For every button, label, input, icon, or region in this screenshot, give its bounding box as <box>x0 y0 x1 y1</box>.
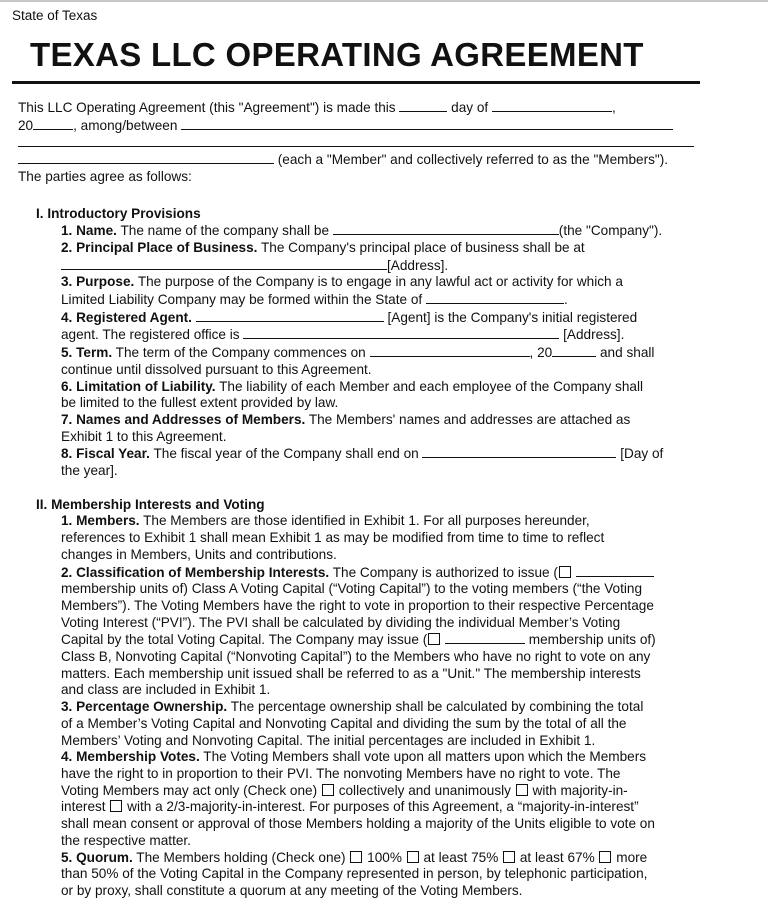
unanimous-checkbox[interactable] <box>322 784 334 796</box>
top-border <box>0 0 768 2</box>
majority-checkbox[interactable] <box>516 784 528 796</box>
clause-text: [Day of <box>620 446 664 462</box>
clause-label: 4. Registered Agent. <box>61 309 192 325</box>
clause-text: The Company's principal place of business shall be at <box>260 239 585 255</box>
quorum-100-checkbox[interactable] <box>350 851 362 863</box>
clause-text: membership units of) <box>528 632 656 648</box>
day-blank[interactable] <box>399 99 447 112</box>
clause-label: 1. Name. <box>61 223 117 239</box>
clause-text: The Company is authorized to issue ( <box>332 564 558 580</box>
clause-label: 4. Membership Votes. <box>61 749 200 765</box>
clause-members <box>18 513 708 530</box>
term-year-blank[interactable] <box>552 344 596 357</box>
clause-text: collectively and unanimously <box>338 782 511 798</box>
clause-classification-2: membership units of) Class A Voting Capital (“Voting Capital”) to the voting members (“the Voting <box>61 581 643 597</box>
clause-quorum-3: or by proxy, shall constitute a quorum at any meeting of the Voting Members. <box>61 882 523 898</box>
agreement-body <box>18 99 708 900</box>
fiscal-end-blank[interactable] <box>422 445 616 458</box>
intro-line-2 <box>18 117 708 135</box>
intro-line-blank <box>18 134 708 151</box>
clause-purpose <box>18 274 708 291</box>
clause-text: The Members are those identified in Exhibit 1. For all purposes hereunder, <box>143 513 590 529</box>
clause-classification-7: matters. Each membership unit issued shall be referred to as a "Unit." The membership interests <box>61 665 641 681</box>
clause-text: [Address]. <box>387 257 449 273</box>
quorum-50-checkbox[interactable] <box>599 851 611 863</box>
clause-text: Voting Members may act only (Check one) <box>61 782 318 798</box>
month-blank[interactable] <box>492 99 612 112</box>
clause-members-2: references to Exhibit 1 shall mean Exhibit 1 as may be modified from time to time to reflect <box>61 530 605 546</box>
clause-classification-3: Members”). The Voting Members have the right to vote in proportion to their respective Percentage <box>61 597 654 613</box>
clause-label: 2. Classification of Membership Interests. <box>61 564 330 580</box>
intro-text: (each a "Member" and collectively referred to as the "Members"). <box>277 152 669 168</box>
clause-fiscal <box>18 445 708 463</box>
clause-text: more <box>616 849 648 865</box>
quorum-67-checkbox[interactable] <box>503 851 515 863</box>
clause-text: [Address]. <box>563 327 625 343</box>
clause-classification-5 <box>18 631 708 649</box>
parties-blank-2[interactable] <box>18 134 694 147</box>
clause-text: Limited Liability Company may be formed within the State of <box>61 292 423 308</box>
clause-quorum <box>18 850 708 867</box>
agent-blank[interactable] <box>196 309 384 322</box>
clause-place <box>18 240 708 257</box>
clause-classification-6: Class B, Nonvoting Capital (“Nonvoting Capital”) to the Members who have no right to vote on any <box>61 649 651 665</box>
intro-text: This LLC Operating Agreement (this "Agreement") is made this <box>18 100 396 115</box>
clause-text: at least 67% <box>519 849 595 865</box>
clause-term-2: continue until dissolved pursuant to this Agreement. <box>61 361 372 377</box>
clause-label: 3. Purpose. <box>61 274 135 290</box>
clause-text: agent. The registered office is <box>61 327 240 343</box>
clause-names <box>18 412 708 429</box>
clause-text: with majority-in- <box>532 782 628 798</box>
two-thirds-checkbox[interactable] <box>110 800 122 812</box>
clause-text: The fiscal year of the Company shall end on <box>153 446 419 462</box>
title-rule <box>12 81 700 84</box>
clause-liability-2: be limited to the fullest extent provided by law. <box>61 395 339 411</box>
intro-line-1 <box>18 99 708 117</box>
year-blank[interactable] <box>33 117 73 130</box>
clause-label: 1. Members. <box>61 513 140 529</box>
clause-text: The liability of each Member and each employee of the Company shall <box>219 378 644 394</box>
clause-ownership-3: Members’ Voting and Nonvoting Capital. The initial percentages are included in Exhibit 1. <box>61 732 596 748</box>
clause-label: 5. Quorum. <box>61 849 133 865</box>
intro-text: 20 <box>18 117 34 133</box>
clause-label: 6. Limitation of Liability. <box>61 378 216 394</box>
clause-text: 100% <box>367 849 402 865</box>
clause-label: 2. Principal Place of Business. <box>61 239 258 255</box>
clause-classification-8: and class are included in Exhibit 1. <box>61 682 271 698</box>
office-blank[interactable] <box>243 326 559 339</box>
intro-text: , among/between <box>73 117 178 133</box>
clause-text: at least 75% <box>423 849 499 865</box>
clause-ownership <box>18 699 708 716</box>
clause-place-2 <box>18 257 708 275</box>
clause-votes-6: the respective matter. <box>61 832 191 848</box>
clause-votes-2: have the right to in proportion to their PVI. The nonvoting Members have no right to vote. The <box>61 766 621 781</box>
state-blank[interactable] <box>426 291 564 304</box>
clause-text: The Members holding (Check one) <box>136 849 346 865</box>
class-b-checkbox[interactable] <box>428 633 440 645</box>
clause-label: 5. Term. <box>61 345 113 361</box>
section-heading-1: I. Introductory Provisions <box>36 205 201 221</box>
clause-agent-2 <box>18 326 708 344</box>
parties-blank-3[interactable] <box>18 151 274 164</box>
parties-blank[interactable] <box>181 117 673 130</box>
clause-label: 8. Fiscal Year. <box>61 446 150 462</box>
clause-name <box>18 222 708 240</box>
class-a-units-blank[interactable] <box>576 564 654 577</box>
clause-text: The name of the company shall be <box>120 223 330 239</box>
address-blank[interactable] <box>61 257 387 270</box>
clause-text: The percentage ownership shall be calculated by combining the total <box>230 699 644 715</box>
clause-text: The purpose of the Company is to engage in any lawful act or activity for which a <box>137 274 623 290</box>
clause-members-3: changes in Members, Units and contributions. <box>61 546 337 562</box>
clause-text: with a 2/3-majority-in-interest. For purposes of this Agreement, a “majority-in-interest” <box>127 799 639 815</box>
intro-text: day of <box>451 100 489 115</box>
clause-text: [Agent] is the Company's initial registered <box>387 309 638 325</box>
intro-agree: The parties agree as follows: <box>18 168 192 184</box>
clause-classification <box>18 564 708 582</box>
clause-purpose-2 <box>18 291 708 309</box>
clause-text: (the "Company"). <box>558 223 663 239</box>
clause-votes <box>18 749 708 766</box>
term-date-blank[interactable] <box>370 344 530 357</box>
clause-agent <box>18 309 708 327</box>
company-name-blank[interactable] <box>333 222 559 235</box>
clause-text: The term of the Company commences on <box>115 345 366 361</box>
class-b-units-blank[interactable] <box>445 631 525 644</box>
clause-text: , 20 <box>529 345 553 361</box>
intro-line-3 <box>18 151 708 169</box>
clause-ownership-2: of a Member’s Voting Capital and Nonvoting Capital and dividing the sum by the total of all the <box>61 715 627 731</box>
clause-text: The Voting Members shall vote upon all matters upon which the Members <box>203 749 647 765</box>
clause-votes-4 <box>18 799 708 816</box>
clause-names-2: Exhibit 1 to this Agreement. <box>61 428 227 444</box>
quorum-75-checkbox[interactable] <box>407 851 419 863</box>
clause-votes-5: shall mean consent or approval of those Members holding a majority of the Units eligible to vote on <box>61 816 655 832</box>
state-label: State of Texas <box>12 8 98 23</box>
clause-fiscal-2: the year]. <box>61 463 118 479</box>
clause-votes-3 <box>18 783 708 800</box>
clause-text: interest <box>61 799 106 815</box>
document-title: TEXAS LLC OPERATING AGREEMENT <box>30 36 644 73</box>
clause-label: 3. Percentage Ownership. <box>61 699 228 715</box>
clause-term <box>18 344 708 362</box>
clause-classification-4: Voting Interest (“PVI”). The PVI shall be calculated by dividing the individual Member’s Voting <box>61 614 621 630</box>
clause-quorum-2: than 50% of the Voting Capital in the Company represented in person, by telephonic participation, <box>61 866 648 882</box>
clause-text: Capital by the total Voting Capital. The Company may issue ( <box>61 632 428 648</box>
clause-text: The Members' names and addresses are attached as <box>308 411 631 427</box>
clause-text: and shall <box>600 345 655 361</box>
clause-liability <box>18 379 708 396</box>
clause-text: . <box>563 292 568 308</box>
intro-text: , <box>611 100 616 115</box>
class-a-checkbox[interactable] <box>559 566 571 578</box>
section-heading-2: II. Membership Interests and Voting <box>36 496 265 512</box>
clause-label: 7. Names and Addresses of Members. <box>61 411 306 427</box>
